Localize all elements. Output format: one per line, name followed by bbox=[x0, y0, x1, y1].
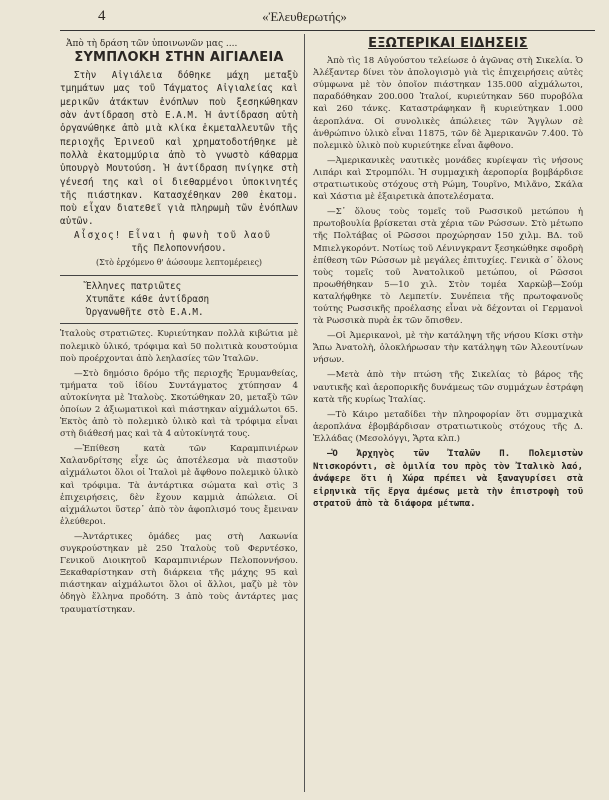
box-line: Ἕλληνες πατριῶτες bbox=[86, 281, 182, 293]
headline-foreign-news: ΕΞΩΤΕΡΙΚΑΙ ΕΙΔΗΣΕΙΣ bbox=[368, 36, 528, 51]
box-line: Χτυπᾶτε κάθε ἀντίδραση bbox=[86, 294, 210, 306]
headline-aigialeia: ΣΥΜΠΛΟΚΗ ΣΤΗΝ ΑΙΓΙΑΛΕΙΑ bbox=[74, 50, 284, 66]
news-paragraph: Ἀπὸ τὶς 18 Αὐγούστου τελείωσε ὁ ἀγῶνας στὴ Σικελία. Ὁ Ἀλέξαντερ δίνει τὸν ἀπολογισμὸ γιὰ τὶς ἐπιχειρήσεις αὐτὲς σύμφωνα μὲ τὸν ὁποῖον πιάστηκαν 135.000 αἰχμάλωτοι, παραδόθηκαν 200.000 Ἰταλοί, κυριεύτηκαν 560 πυροβόλα καὶ 260 τάνκς. Καταστράφηκαν ἢ κυριεύτηκαν 1.000 ἀεροπλάνα. Οἱ συνολικὲς ἀπώλειες τῶν Ἄγγλων σὲ ἀνθρώπινο ὑλικὸ εἶναι 11875, τῶν δὲ Ἀμερικανῶν 7.400. Τὸ πολεμικὸ ὑλικὸ ποὺ κυριεύτηκε εἶναι ἄφθονο. bbox=[313, 56, 583, 151]
article-paragraph: —Στὸ δημόσιο δρόμο τῆς περιοχῆς Ἐρυμανθείας, τμήματα τοῦ ἰδίου Συντάγματος χτύπησαν 4 αὐτοκίνητα μὲ Ἰταλοὺς. Σκοτώθηκαν 20, μεταξὺ τῶν ὁποίων 2 ἀξιωματικοὶ καὶ πιάστηκαν αἰχμάλωτοι 65. Ἐκτὸς ἀπὸ τὸ πολεμικὸ ὑλικὸ καὶ τὰ τρόφιμα εἶναι στὴ διάθεσή μας καὶ τὰ 4 αὐτοκίνητά τους. bbox=[60, 368, 298, 440]
article-paragraph: —Ἀντάρτικες ὁμάδες μας στὴ Λακωνία συγκρούστηκαν μὲ 250 Ἰταλοὺς τοῦ Φερντέσκο, Γενικοῦ Διοικητοῦ Καραμπινιέρων Πελοποννήσου. Ξεκαθαρίστηκαν στὴ διάρκεια τῆς μάχης 95 καὶ πιάστηκαν αἰχμάλωτοι ὅλοι οἱ ἄλλοι, μαζὺ μὲ τὸν ὁδηγὸ ἕλληνα προδότη. 3 ἀπὸ τοὺς ἀντάρτες μας τραυματίστηκαν. bbox=[60, 531, 298, 615]
news-paragraph: —Μετὰ ἀπὸ τὴν πτώση τῆς Σικελίας τὸ βάρος τῆς ναυτικῆς καὶ ἀεροπορικῆς δυνάμεως τῶν συμμάχων ἐστράφη κατὰ τῆς κυρίως Ἰταλίας. bbox=[313, 370, 583, 405]
right-column bbox=[313, 36, 583, 511]
article-paragraph: —Ἐπίθεση κατὰ τῶν Καραμπινιέρων Χαλανδρίτσης εἶχε ὡς ἀποτέλεσμα νὰ πιαστοῦν αἰχμάλωτοι ὅλοι οἱ Ἰταλοὶ μὲ ἄφθονο πολεμικὸ ὑλικὸ καὶ τρόφιμα. Τὰ ἀντάρτικα σώματα καὶ στὶς 3 ἐπιχειρήσεις, δὲν ἔχουν καμμιὰ ἀπώλεια. Οἱ αἰχμάλωτοι ὕστερ᾿ ἀπὸ τὸν ἀφοπλισμό τους ἔμειναν ἐλεύθεροι. bbox=[60, 444, 298, 527]
newspaper-title: «Ἐλευθερωτής» bbox=[262, 9, 347, 24]
news-paragraph: —Ἀμερικανικὲς ναυτικὲς μονάδες κυρίεψαν τὶς νήσους Λιπάρι καὶ Στρομπόλι. Ἡ συμμαχικὴ ἀεροπορία βομβάρδισε στρατιωτικοὺς στόχους στὴ Ρώμη, Τουρῖνο, Μιλᾶνο, Σκάλα καὶ Χάστια μὲ ἐξαιρετικὰ ἀποτελέσματα. bbox=[313, 155, 583, 203]
news-paragraph: —Τὸ Κάιρο μεταδίδει τὴν πληροφορίαν ὅτι συμμαχικὰ ἀεροπλάνα ἐβομβάρδισαν στρατιωτικοὺς στόχους τῆς Δ. Ἑλλάδας (Μεσολόγγι, Ἄρτα κλπ.) bbox=[313, 409, 583, 444]
slogan-box bbox=[60, 275, 298, 324]
slogan-line-1: Αἶσχος! Εἶναι ἡ φωνὴ τοῦ λαοῦ bbox=[74, 229, 272, 241]
news-paragraph: —Σ᾿ ὅλους τοὺς τομεῖς τοῦ Ρωσσικοῦ μετώπου ἡ πρωτοβουλία βρίσκεται στὰ χέρια τῶν Ρώσσων. Στὸ μέτωπο τῆς Πολτάβας οἱ Ρῶσσοι προχώρησαν 150 χιλμ. ΒΔ. τοῦ Μπιελγκορόντ. Νοτίως τοῦ Λένινγκραντ ξεσηκώθηκε σφοδρὴ ἐπίθεση τῶν Ρώσσων μὲ μεγάλες ἐπιτυχίες. Γενικὰ σ᾿ ὅλους τοὺς τομεῖς τοῦ Ἀνατολικοῦ μετώπου, οἱ Ρῶσσοι προωθήθηκαν 5—10 χιλ. Στὸν τομέα Χαρκὼβ—Σούμ καταλήφθηκε τὸ Λεμπετίν. Συνέπεια τῆς πρωτοφανοῦς τούτης Ρωσσικῆς προέλασης εἶναι νὰ δέχονται οἱ Γερμανοὶ τὰ Ρωσσικὰ πυρὰ ἐκ τῶν ὄπισθεν. bbox=[313, 207, 583, 327]
left-column bbox=[60, 36, 298, 616]
news-paragraph: —Οἱ Ἀμερικανοὶ, μὲ τὴν κατάληψη τῆς νήσου Κίσκι στὴν Ἄπω Ἀνατολὴ, ὁλοκλήρωσαν τὴν κατάληψη τῶν Ἀλεουτίνων νήσων. bbox=[313, 331, 583, 366]
news-paragraph-italian-leader: —Ὁ Ἀρχηγὸς τῶν Ἰταλῶν Π. Πολεμιστὼν Ντισκορόντι, σὲ ὁμιλία του πρὸς τὸν Ἰταλικὸ λαό, ἀνάφερε ὅτι ἡ Χώρα πρέπει νὰ ξαναγυρίσει στὰ εἰρηνικὰ τῆς ἔργα ἀμέσως μετὰ τὴν ἐπιστροφὴ τοῦ στρατοῦ ἀπὸ τὰ διάφορα μέτωπα. bbox=[313, 449, 583, 510]
article-paragraph: Ἰταλοὺς στρατιῶτες. Κυριεύτηκαν πολλὰ κιβώτια μὲ πολεμικὸ ὑλικό, τρόφιμα καὶ 50 πολιτικὰ κουστούμια ποὺ προέρχονται ἀπὸ λεηλασίες τῶν Ἰταλῶν. bbox=[60, 329, 298, 364]
page-number: 4 bbox=[98, 8, 106, 24]
box-line: Ὀργανωθῆτε στὸ Ε.Α.Μ. bbox=[86, 307, 204, 319]
page-header bbox=[14, 6, 595, 28]
slogan-line-2: τῆς Πελοποννήσου. bbox=[131, 243, 227, 255]
editor-note: (Στὸ ἐρχόμενο θ' ἀώσουμε λεπτομέρειες) bbox=[95, 258, 263, 268]
lead-paragraph: Στὴν Αἰγιάλεια δόθηκε μάχη μεταξὺ τμημάτων μας τοῦ Τάγματος Αἰγιαλείας καὶ μερικῶν ἀτάκτων ἐνόπλων ποὺ ξεσηκώθηκαν σὰν ἀντίδραση στὸ Ε.Α.Μ. Ἡ ἀντίδραση αὐτὴ ὀργανώθηκε ἀπὸ μιὰ κλίκα ἐκμεταλλευτῶν τῆς περιοχῆς Ἐρινεοῦ καὶ χρηματοδοτήθηκε μὲ πολλὰ ἑκατομμύρια ἀπὸ τὸ γνωστὸ κάθαρμα ὑπουργὸ Μουτούση. Ἡ ἀντίδραση πνίγηκε στὴ γένεσή της καὶ οἱ διεθαρμένοι ὑποκινητές τῆς πιάστηκαν. Κατασχέθηκαν 200 ἑκατομ. ποὺ εἶχαν διατεθεῖ γιὰ πληρωμὴ τῶν ἐνόπλων αὐτῶν. bbox=[60, 70, 298, 228]
column-divider bbox=[304, 34, 305, 792]
kicker: Ἀπὸ τὴ δράση τῶν ὑποινωνῶν μας .... bbox=[66, 39, 238, 49]
header-rule bbox=[60, 30, 595, 31]
